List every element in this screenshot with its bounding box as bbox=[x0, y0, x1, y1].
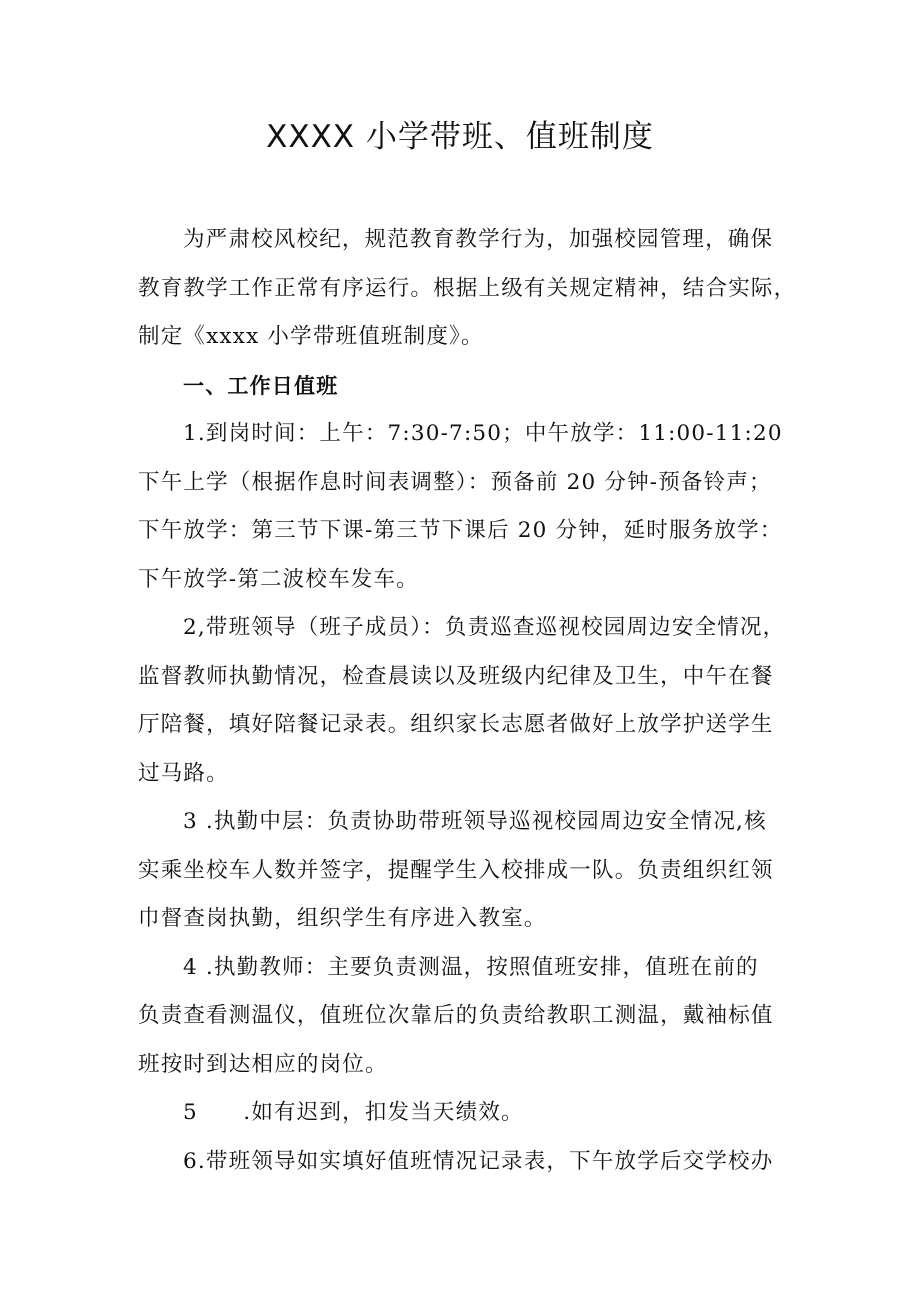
intro-line: 教育教学工作正常有序运行。根据上级有关规定精神，结合实际， bbox=[138, 275, 797, 301]
item-line: 下午放学：第三节下课-第三节下课后 20 分钟，延时服务放学： bbox=[138, 518, 783, 543]
item-line: 下午上学（根据作息时间表调整）：预备前 20 分钟-预备铃声； bbox=[138, 469, 772, 495]
intro-paragraph bbox=[138, 216, 797, 362]
item-6-paragraph: 6.带班领导如实填好值班情况记录表，下午放学后交学校办 bbox=[183, 1148, 774, 1174]
item-line: 班按时到达相应的岗位。 bbox=[138, 1051, 388, 1077]
item-5-paragraph: 5 .如有迟到，扣发当天绩效。 bbox=[183, 1100, 524, 1125]
item-line: 巾督查岗执勤，组织学生有序进入教室。 bbox=[138, 906, 547, 931]
item-line: 2,带班领导（班子成员）：负责巡查巡视校园周边安全情况， bbox=[183, 615, 786, 640]
section-heading: 一、工作日值班 bbox=[183, 373, 339, 398]
item-3-paragraph bbox=[138, 798, 790, 944]
item-line: 负责查看测温仪，值班位次靠后的负责给教职工测温，戴袖标值 bbox=[138, 1003, 774, 1028]
item-1-paragraph bbox=[138, 410, 790, 604]
document-body bbox=[138, 216, 797, 1186]
item-line: 厅陪餐，填好陪餐记录表。组织家长志愿者做好上放学护送学生 bbox=[138, 712, 774, 737]
intro-line: 为严肃校风校纪，规范教育教学行为，加强校园管理，确保 bbox=[183, 227, 774, 252]
item-line: 4 .执勤教师：主要负责测温，按照值班安排，值班在前的 bbox=[183, 954, 759, 980]
document-title: XXXX 小学带班、值班制度 bbox=[266, 119, 654, 155]
item-line: 3 .执勤中层：负责协助带班领导巡视校园周边安全情况,核 bbox=[183, 809, 767, 834]
item-4-paragraph bbox=[138, 944, 790, 1090]
item-line: 下午放学-第二波校车发车。 bbox=[138, 566, 419, 592]
item-line: 过马路。 bbox=[138, 760, 229, 786]
item-line: 1.到岗时间：上午：7:30-7:50；中午放学：11:00-11:20 bbox=[183, 421, 783, 446]
item-line: 实乘坐校车人数并签字，提醒学生入校排成一队。负责组织红领 bbox=[138, 857, 774, 883]
item-2-paragraph bbox=[138, 604, 790, 798]
intro-line: 制定《xxxx 小学带班值班制度》。 bbox=[138, 324, 484, 349]
item-line: 监督教师执勤情况，检查晨读以及班级内纪律及卫生，中午在餐 bbox=[138, 663, 774, 689]
